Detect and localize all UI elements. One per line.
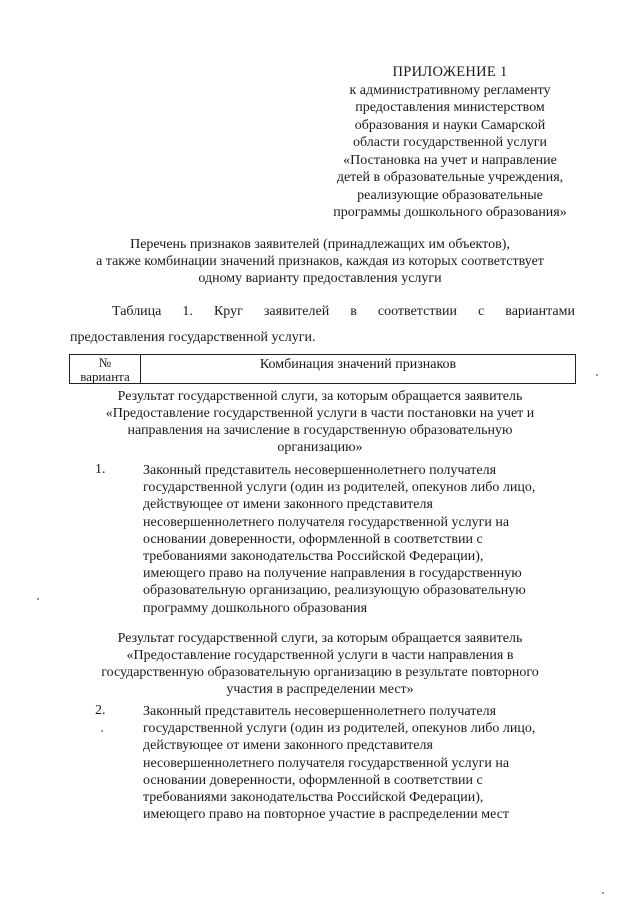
caption-word: вариантами (505, 304, 575, 319)
variant-line: Законный представитель несовершеннолетнего получателя (143, 463, 497, 478)
result-heading-1 (60, 388, 580, 456)
header-combination: Комбинация значений признаков (259, 357, 457, 372)
variant-line: требованиями законодательства Российской Федерации), (143, 549, 484, 565)
variant-line: образовательную организацию, реализующую образовательную (143, 583, 526, 599)
result-line: «Предоставление государственной услуги в части направления в (126, 648, 514, 663)
variant-line: государственной услуги (один из родителей, опекунов либо лицо, (143, 480, 536, 496)
header-variant-number (70, 355, 141, 383)
variant-line: несовершеннолетнего получателя государственной услуги на (143, 514, 510, 530)
result-line: «Предоставление государственной услуги в части постановки на учет и (105, 406, 535, 421)
heading-line: Перечень признаков заявителей (принадлежащих им объектов), (130, 237, 510, 252)
result-line: направления на зачисление в государственную образовательную (127, 423, 513, 438)
result-line: Результат государственной слуги, за которым обращается заявитель (117, 631, 523, 646)
variant-line: действующее от имени законного представителя (143, 497, 433, 513)
caption-word: Круг (213, 304, 243, 319)
variant-line: программу дошкольного образования (143, 600, 368, 616)
caption-word: соответствии (377, 304, 457, 319)
variant-number: 1. (95, 462, 106, 477)
heading-line: одному варианту предоставления услуги (198, 271, 442, 286)
result-line: Результат государственной слуги, за которым обращается заявитель (117, 389, 523, 404)
appendix-line: «Постановка на учет и направление (343, 152, 557, 168)
appendix-line: к административному регламенту (349, 82, 551, 98)
caption-word: в (350, 304, 357, 319)
result-line: государственную образовательную организацию в результате повторного (101, 665, 539, 680)
variant-line: действующее от имени законного представителя (143, 738, 433, 754)
variant-line: основании доверенности, оформленной в соответствии с (143, 531, 483, 547)
table-caption-line-1 (70, 303, 575, 320)
variant-text (143, 462, 568, 617)
appendix-line: области государственной услуги (352, 135, 547, 150)
caption-word: с (478, 304, 485, 319)
variant-number: 2. (95, 703, 106, 718)
table-header (69, 354, 576, 384)
scan-speck (101, 730, 103, 732)
variant-line: основании доверенности, оформленной в соответствии с (143, 772, 483, 788)
result-line: участия в распределении мест» (226, 682, 414, 697)
appendix-line: образования и науки Самарской (354, 117, 546, 133)
heading-line: а также комбинации значений признаков, каждая из которых соответствует (96, 254, 544, 269)
result-line: организацию» (277, 440, 363, 455)
caption-word: Таблица (112, 304, 162, 319)
variant-line: несовершеннолетнего получателя государственной услуги на (143, 755, 510, 771)
appendix-line: детей в образовательные учреждения, (336, 170, 564, 185)
appendix-block (305, 64, 595, 222)
header-number-sign: № (98, 355, 112, 370)
scan-speck (602, 892, 604, 894)
appendix-line: реализующие образовательные (357, 187, 543, 203)
variant-text (143, 703, 568, 823)
document-heading (60, 236, 580, 287)
variant-line: имеющего право на повторное участие в распределении мест (143, 807, 510, 823)
scan-speck (596, 374, 598, 376)
scan-speck (37, 598, 39, 600)
variant-line: требованиями законодательства Российской Федерации), (143, 790, 484, 806)
table-caption-line-2: предоставления государственной услуги. (70, 330, 316, 345)
variant-line: Законный представитель несовершеннолетнего получателя (143, 704, 497, 719)
caption-word: заявителей (263, 304, 330, 319)
appendix-line: программы дошкольного образования» (333, 205, 567, 220)
appendix-title: ПРИЛОЖЕНИЕ 1 (392, 64, 508, 80)
table-caption (70, 303, 575, 346)
result-heading-2 (60, 630, 580, 698)
variant-line: имеющего право на получение направления в государственную (143, 566, 522, 582)
header-variant-word: варианта (80, 369, 130, 384)
appendix-line: предоставления министерством (355, 100, 545, 115)
variant-line: государственной услуги (один из родителей, опекунов либо лицо, (143, 721, 536, 737)
caption-word: 1. (182, 304, 193, 319)
